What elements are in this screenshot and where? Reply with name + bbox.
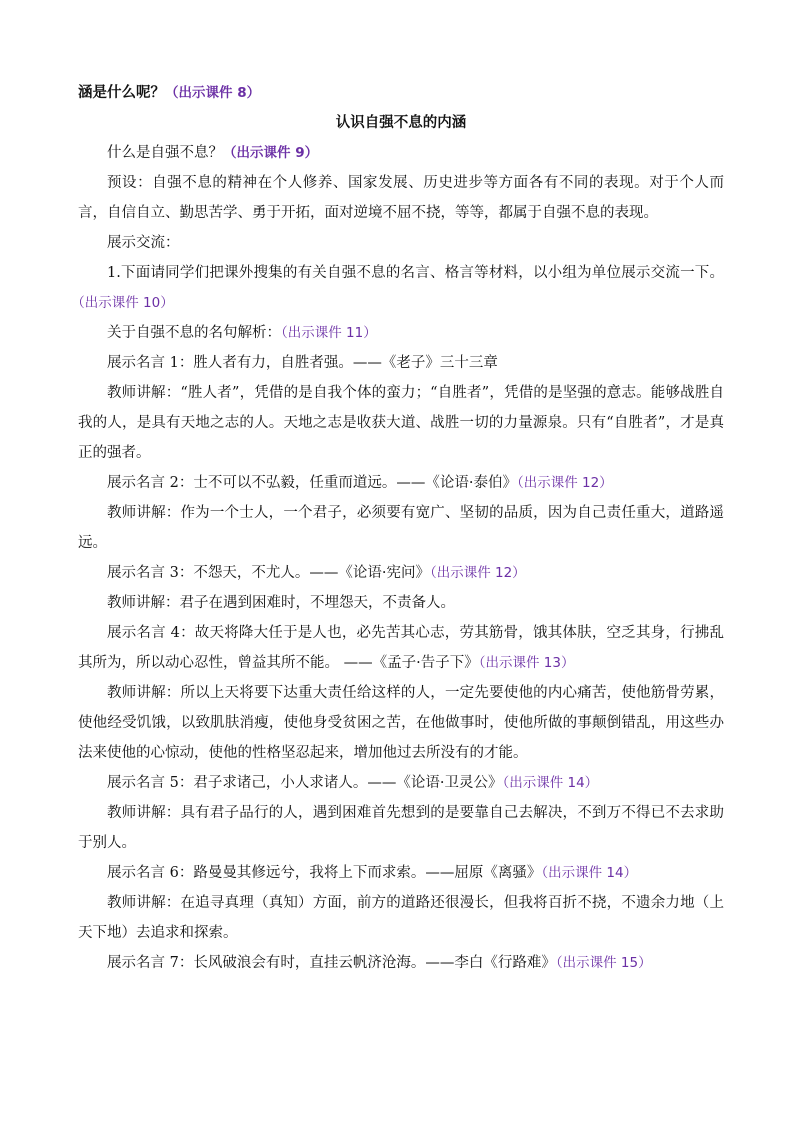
quote-4 [78,618,724,678]
document-body [78,78,724,978]
quote-6-text: 展示名言 6：路曼曼其修远兮，我将上下而求索。——屈原《离骚》 [107,865,542,881]
quote-5-text: 展示名言 5：君子求诸己，小人求诸人。——《论语·卫灵公》 [107,775,503,791]
explanation-5: 教师讲解：具有君子品行的人，遇到困难首先想到的是要靠自己去解决，不到万不得已不去求助于别人。 [78,805,724,851]
courseware-ref: （出示课件 10） [78,295,174,311]
paragraph-analysis [78,318,724,348]
quote-5 [78,768,724,798]
courseware-ref: （出示课件 13） [478,655,575,671]
courseware-ref: （出示课件 14） [541,865,638,881]
explanation-6: 教师讲解：在追寻真理（真知）方面，前方的道路还很漫长，但我将百折不挠，不遗余力地（上天下地）去追求和探索。 [78,895,724,941]
courseware-ref: （出示课件 9） [223,145,319,161]
quote-2 [78,468,724,498]
courseware-ref: （出示课件 15） [555,955,652,971]
paragraph-preset: 预设：自强不息的精神在个人修养、国家发展、历史进步等方面各有不同的表现。对于个人而言，自信自立、勤思苦学、勇于开拓，面对逆境不屈不挠，等等，都属于自强不息的表现。 [78,175,724,221]
quote-1: 展示名言 1：胜人者有力，自胜者强。——《老子》三十三章 [107,355,498,371]
courseware-ref: （出示课件 14） [502,775,599,791]
item-1-text: 1.下面请同学们把课外搜集的有关自强不息的名言、格言等材料，以小组为单位展示交流一下。 [107,265,724,281]
quote-4-text: 展示名言 4：故天将降大任于是人也，必先苦其心志，劳其筋骨，饿其体肤，空乏其身，行拂乱其所为，所以动心忍性，曾益其所不能。 ——《孟子·告子下》 [78,625,724,671]
courseware-ref: （出示课件 12） [516,475,613,491]
courseware-ref: （出示课件 12） [429,565,526,581]
question-text: 什么是自强不息？ [107,145,223,161]
explanation-3: 教师讲解：君子在遇到困难时，不埋怨天，不责备人。 [107,595,455,611]
paragraph-question [78,138,724,168]
explanation-4: 教师讲解：所以上天将要下达重大责任给这样的人，一定先要使他的内心痛苦，使他筋骨劳累，使他经受饥饿，以致肌肤消瘦，使他身受贫困之苦，在他做事时，使他所做的事颠倒错乱，用这些办法来使他的心惊动，使他的性格坚忍起来，增加他过去所没有的才能。 [78,685,724,761]
explanation-1: 教师讲解：“胜人者”，凭借的是自我个体的蛮力；“自胜者”，凭借的是坚强的意志。能够战胜自我的人，是具有天地之志的人。天地之志是收获大道、战胜一切的力量源泉。只有“自胜者”，才是真正的强者。 [78,385,724,461]
intro-text: 涵是什么呢？ [78,84,165,101]
quote-7 [78,948,724,978]
paragraph-item-1 [78,258,724,318]
explanation-2: 教师讲解：作为一个士人，一个君子，必须要有宽广、坚韧的品质，因为自己责任重大，道路遥远。 [78,505,724,551]
quote-6 [78,858,724,888]
courseware-ref: （出示课件 8） [165,85,261,101]
paragraph-exchange: 展示交流： [107,235,180,251]
quote-2-text: 展示名言 2：士不可以不弘毅，任重而道远。——《论语·泰伯》 [107,475,517,491]
section-title: 认识自强不息的内涵 [335,115,467,131]
quote-7-text: 展示名言 7：长风破浪会有时，直挂云帆济沧海。——李白《行路难》 [107,955,556,971]
paragraph-intro [78,78,724,108]
quote-3 [78,558,724,588]
courseware-ref: （出示课件 11） [281,325,377,341]
analysis-text: 关于自强不息的名句解析： [107,325,281,341]
quote-3-text: 展示名言 3：不怨天，不尤人。——《论语·宪问》 [107,565,430,581]
